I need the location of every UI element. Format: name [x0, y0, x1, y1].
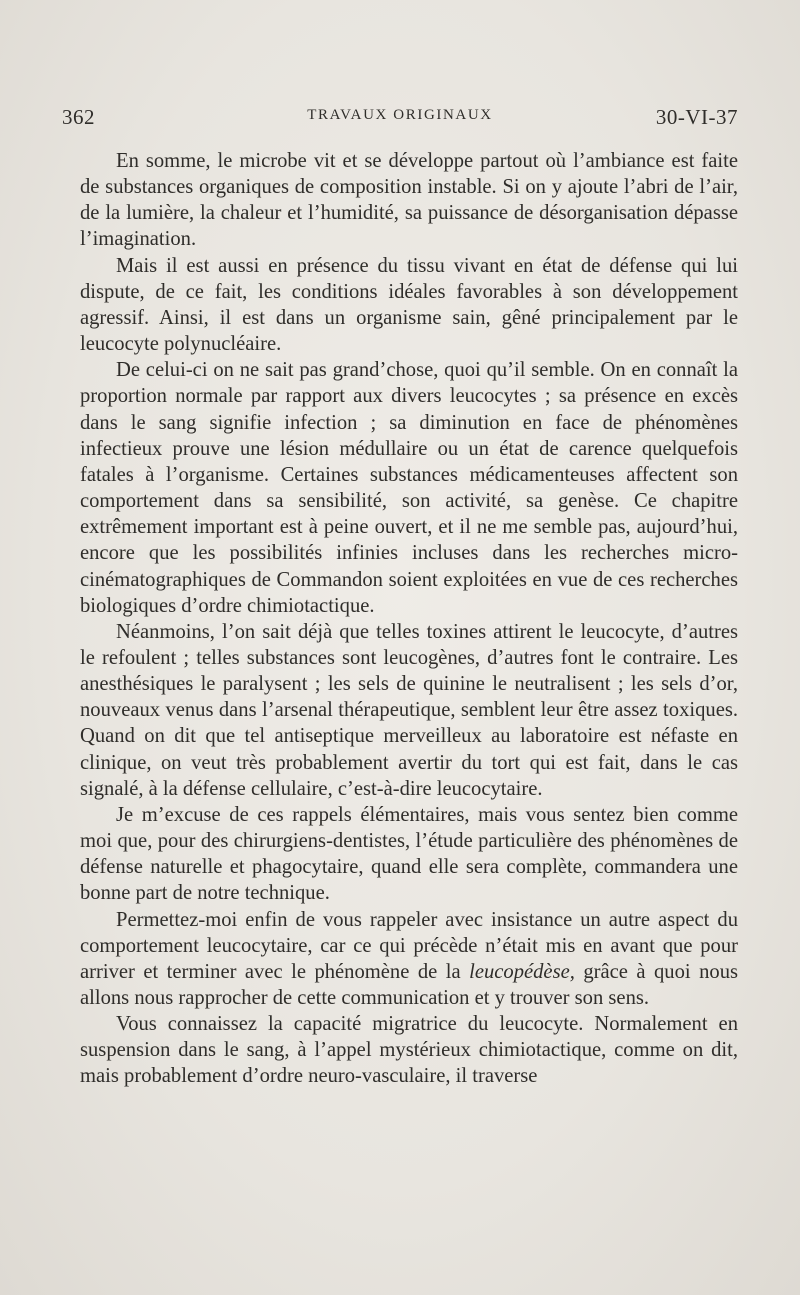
paragraph-leucopedese-end: grâce à quoi nous allons nous rapprocher de cette communication et y trouver son sens.	[80, 960, 739, 1009]
paragraph-leucocytes: De celui-ci on ne sait pas grand’chose, quoi qu’il semble. On en connaît la proportion normale par rapport aux divers leucocytes ; sa présence en excès dans le sang signifie infection ; sa diminution en face de phénomènes infectieux prouve une lésion médullaire ou un état de carence quelquefois fatales à l’organisme. Certaines substances médicamenteuses affectent son comportement dans sa sensibilité, son activité, sa genèse. Ce chapitre extrêmement important est à peine ouvert, et il ne me semble pas, aujourd’hui, encore que les possibilités infinies incluses dans les recherches micro-cinématographiques de Commandon soient exploitées en vue de ces recherches biologiques d’ordre chimiotactique.	[80, 359, 738, 617]
page-header	[62, 105, 738, 135]
paragraph-leucopedese-start: Permettez-moi enfin de vous rappeler avec insistance un autre aspect du comportement leucocytaire, car ce qui précède n’était mis en avant que pour arriver et terminer avec le phénomène de la	[80, 908, 738, 983]
paragraph-toxines: Néanmoins, l’on sait déjà que telles toxines attirent le leucocyte, d’autres le refoulent ; telles substances sont leucogènes, d’autres font le contraire. Les anesthésiques le paralysent ; les sels de quinine le neutralisent ; les sels d’or, nouveaux venus dans l’arsenal thérapeutique, semblent leur être assez toxiques. Quand on dit que tel antiseptique merveilleux au laboratoire est néfaste en clinique, on veut très probablement avertir du tort qui est fait, dans le cas signalé, à la défense cellulaire, c’est-à-dire leucocytaire.	[80, 620, 738, 800]
paragraph-ambiance: En somme, le microbe vit et se développe partout où l’ambiance est faite de substances organiques de composition instable. Si on y ajoute l’abri de l’air, de la lumière, la chaleur et l’humidité, sa puissance de désorganisation dépasse l’imagination.	[80, 150, 738, 251]
paragraph-tissu-vivant: Mais il est aussi en présence du tissu vivant en état de défense qui lui dispute, de ce fait, les conditions idéales favorables à son développement agressif. Ainsi, il est dans un organisme sain, gêné principalement par le leucocyte polynucléaire.	[80, 254, 738, 356]
paragraph-rappels: Je m’excuse de ces rappels élémentaires, mais vous sentez bien comme moi que, pour des chirurgiens-dentistes, l’étude particulière des phénomènes de défense naturelle et phagocytaire, quand elle sera complète, commandera une bonne part de notre technique.	[80, 803, 738, 905]
paragraph-leucopedese	[80, 907, 738, 1012]
page-number: 362	[62, 105, 95, 129]
term-leucopedese: leucopédèse,	[469, 960, 575, 983]
article-body	[80, 148, 738, 1090]
running-title: TRAVAUX ORIGINAUX	[307, 107, 493, 123]
issue-date: 30-VI-37	[655, 105, 738, 129]
paragraph-migration: Vous connaissez la capacité migratrice du leucocyte. Normalement en suspension dans le sang, à l’appel mystérieux chimiotactique, comme on dit, mais probablement d’ordre neuro-vasculaire, il traverse	[80, 1013, 738, 1088]
